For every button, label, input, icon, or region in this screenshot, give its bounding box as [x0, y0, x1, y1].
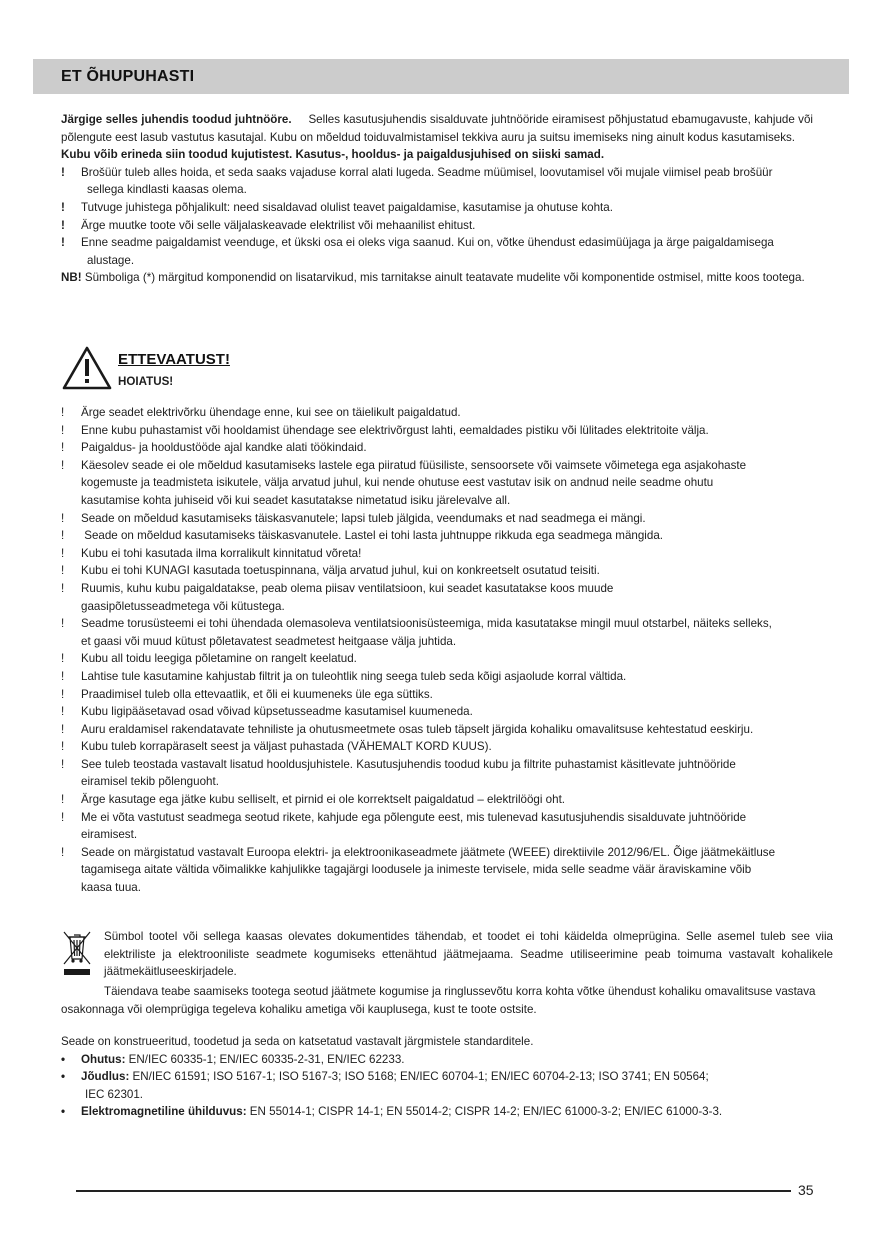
warning-marker: !: [61, 529, 65, 543]
warning-marker: !: [61, 810, 65, 824]
standards-text: EN/IEC 60335-1; EN/IEC 60335-2-31, EN/IEC 62233.: [128, 1052, 405, 1066]
intro-paragraph: [61, 111, 813, 146]
warning-marker: !: [61, 458, 65, 472]
warning-item-line: kogemuste ja teadmisteta isikutele, välja arvatud juhul, kui nende ohutuse eest vastutav isik on andnud neile seadme ohutu: [81, 476, 714, 490]
bullet-marker: •: [61, 1105, 66, 1119]
warning-item: [61, 738, 823, 756]
warning-subtitle: HOIATUS!: [118, 375, 174, 388]
warning-marker: !: [61, 740, 65, 754]
standards-item: [61, 1068, 831, 1103]
intro-item: [61, 164, 813, 199]
weee-text: Sümbol tootel või sellega kaasas olevates dokumentides tähendab, et toodet ei tohi käidelda olmeprügina. Selle asemel tuleb see viia elektriliste ja elektrooniliste seadmete kogumiseks ettenähtud jäätmejaama. Seadme utiliseerimine peab toimuma vastavalt kohalikele jäätmekäitluseeskirjadele.: [104, 930, 833, 979]
warning-item-line: Paigaldus- ja hooldustööde ajal kandke alati töökindaid.: [81, 441, 367, 455]
warning-item-line: kaasa tuua.: [81, 881, 141, 895]
page-number: 35: [798, 1182, 814, 1198]
intro-item-line: Enne seadme paigaldamist veenduge, et ükski osa ei oleks viga saanud. Kui on, võtke ühendust edasimüüjaga ja ärge paigaldamisega: [81, 236, 774, 250]
standards-section: [61, 1033, 831, 1121]
warning-item: [61, 439, 823, 457]
warning-item: [61, 721, 823, 739]
intro-section: [61, 111, 813, 287]
nb-text: Sümboliga (*) märgitud komponendid on lisatarvikud, mis tarnitakse ainult teatavate mudelite või komponentide ostmisel, mitte koos tootega.: [84, 271, 805, 285]
warning-item-line: Ärge seadet elektrivõrku ühendage enne, kui see on täielikult paigaldatud.: [81, 406, 461, 419]
warning-item: [61, 809, 823, 844]
warning-marker: !: [61, 423, 65, 437]
intro-item-line: Brošüür tuleb alles hoida, et seda saaks vajaduse korral alati lugeda. Seadme müümisel, loovutamisel või mujale viimisel peab brošüür: [81, 165, 773, 179]
warning-marker: !: [61, 845, 65, 859]
warning-item-line: kasutamise kohta juhiseid või kui seadet kasutatakse nimetatud isiku järelevalve all.: [81, 493, 511, 507]
weee-text-additional: Täiendava teabe saamiseks tootega seotud jäätmete kogumise ja ringlussevõtu korra kohta võtke ühendust kohaliku omavalitsuse vastava osakonnaga või olemprügiga tegeleva kohaliku ametiga või kauplusega, kust te toote ostsite.: [61, 985, 816, 1016]
standards-label: Jõudlus:: [81, 1070, 130, 1084]
warning-item-line: Lahtise tule kasutamine kahjustab filtrit ja on tuleohtlik ning seega tuleb seda kõigi asjaolude korral vältida.: [81, 669, 627, 683]
warning-item-line: See tuleb teostada vastavalt lisatud hooldusjuhistele. Kasutusjuhendis toodud kubu ja filtrite puhastamist käsitlevate juhtnööride: [81, 757, 736, 771]
warning-item-line: eiramisest.: [81, 828, 138, 842]
intro-item-line: sellega kindlasti kaasas olema.: [87, 183, 247, 197]
warning-item-line: Seade on mõeldud kasutamiseks täiskasvanutele; lapsi tuleb jälgida, veendumaks et nad seadmega ei mängi.: [81, 511, 646, 525]
warning-item-line: Praadimisel tuleb olla ettevaatlik, et õli ei kuumeneks üle ega süttiks.: [81, 687, 433, 701]
weee-crossed-bin-icon: [62, 929, 92, 977]
intro-lead: Järgige selles juhendis toodud juhtnööre.: [61, 113, 292, 126]
warning-item: [61, 668, 823, 686]
warning-list: [61, 404, 823, 897]
warning-marker: !: [61, 441, 65, 455]
nb-note: [61, 269, 813, 287]
warning-marker: !: [61, 581, 65, 595]
warning-item-line: Enne kubu puhastamist või hooldamist ühendage see elektrivõrgust lahti, eemaldades pistiku või lülitades elektritoite välja.: [81, 423, 709, 437]
warning-item-line: Kubu all toidu leegiga põletamine on rangelt keelatud.: [81, 652, 357, 666]
warning-item-line: Seadme torusüsteemi ei tohi ühendada olemasoleva ventilatsioonisüsteemiga, mida kasutatakse mingil muul otstarbel, näiteks selleks,: [81, 617, 772, 631]
warning-marker: !: [61, 546, 65, 560]
warning-item-line: Käesolev seade ei ole mõeldud kasutamiseks lastele ega piiratud füüsiliste, sensoorsete või vaimsete võimetega ega asjakohaste: [81, 458, 747, 472]
warning-item: [61, 844, 823, 897]
warning-item: [61, 686, 823, 704]
warning-header: [61, 345, 821, 395]
standards-text: EN 55014-1; CISPR 14-1; EN 55014-2; CISPR 14-2; EN/IEC 61000-3-2; EN/IEC 61000-3-3.: [249, 1105, 723, 1119]
warning-item-line: Auru eraldamisel rakendatavate tehniliste ja ohutusmeetmete osas tuleb täpselt järgida kohaliku omavalitsuse kehtestatud eeskirju.: [81, 722, 754, 736]
warning-item-line: Seade on märgistatud vastavalt Euroopa elektri- ja elektroonikaseadmete jäätmete (WEEE) direktiivile 2012/96/EL. Õige jäätmekäitluse: [81, 845, 776, 859]
intro-bold-line: [61, 146, 813, 164]
intro-item: [61, 217, 813, 235]
standards-item: [61, 1103, 831, 1121]
warning-item: [61, 404, 823, 422]
warning-item: [61, 457, 823, 510]
warning-item: [61, 422, 823, 440]
bullet-marker: •: [61, 1052, 66, 1066]
warning-marker: !: [61, 406, 65, 419]
warning-item: [61, 562, 823, 580]
intro-item-line: Tutvuge juhistega põhjalikult: need sisaldavad olulist teavet paigaldamise, kasutamise ja ohutuse kohta.: [81, 200, 613, 214]
warning-item-line: gaasipõletusseadmetega või kütustega.: [81, 599, 285, 613]
footer-rule: [76, 1190, 791, 1192]
warning-item: [61, 791, 823, 809]
warning-item-line: Kubu ei tohi kasutada ilma korralikult kinnitatud võreta!: [81, 546, 362, 560]
nb-label: NB!: [61, 271, 82, 285]
warning-item: [61, 527, 823, 545]
warning-marker: !: [61, 669, 65, 683]
warning-triangle-icon: [61, 345, 113, 391]
intro-item-line: Ärge muutke toote või selle väljalaskeavade elektrilist või mehaanilist ehitust.: [81, 218, 476, 232]
warning-item-line: eiramisel tekib põlenguoht.: [81, 775, 219, 789]
standards-text-cont: IEC 62301.: [85, 1087, 144, 1101]
standards-item: [61, 1051, 831, 1069]
intro-item-line: alustage.: [87, 253, 135, 267]
warning-item: [61, 580, 823, 615]
warning-item-line: et gaasi või muud kütust põletavatest seadmetest heitgaase välja juhtida.: [81, 634, 457, 648]
intro-bold-text: Kubu võib erineda siin toodud kujutistest. Kasutus-, hooldus- ja paigaldusjuhised on siiski samad.: [61, 148, 605, 162]
warning-item: [61, 615, 823, 650]
warning-marker: !: [61, 564, 65, 578]
warning-marker: !: [61, 722, 65, 736]
warning-marker: !: [61, 652, 65, 666]
section-title: ET ÕHUPUHASTI: [61, 68, 195, 85]
warning-item-line: tagamisega aitate vältida võimalikke kahjulikke tagajärgi loodusele ja inimeste tervisele, mida selle seadme väär äraviskamine võib: [81, 863, 752, 877]
warning-item-line: Kubu ligipääsetavad osad võivad küpsetusseadme kasutamisel kuumeneda.: [81, 705, 473, 719]
warning-item-line: Kubu tuleb korrapäraselt seest ja väljast puhastada (VÄHEMALT KORD KUUS).: [81, 740, 492, 754]
intro-text: Selles kasutusjuhendis sisalduvate juhtnööride eiramisest põhjustatud ebamugavuste, kahjude või põlengute eest lasub vastutus kasutajal. Kubu on mõeldud toiduvalmistamisel tekkiva auru ja suitsu imemiseks ning ainult kodus kasutamiseks.: [61, 113, 813, 144]
warning-item: [61, 650, 823, 668]
warning-marker: !: [61, 236, 65, 250]
bullet-marker: •: [61, 1070, 66, 1084]
warning-item: [61, 756, 823, 791]
warning-item: [61, 510, 823, 528]
warning-title: ETTEVAATUST!: [118, 351, 230, 368]
intro-item: [61, 199, 813, 217]
standards-label: Elektromagnetiline ühilduvus:: [81, 1105, 247, 1119]
warning-item-line: Ärge kasutage ega jätke kubu selliselt, et pirnid ei ole korrektselt paigaldatud – elektrilöögi oht.: [81, 793, 566, 807]
warning-marker: !: [61, 200, 65, 214]
warning-item: [61, 703, 823, 721]
warning-marker: !: [61, 218, 65, 232]
section-header-bar: [33, 59, 849, 94]
standards-label: Ohutus:: [81, 1052, 126, 1066]
warning-marker: !: [61, 511, 65, 525]
warning-marker: !: [61, 793, 65, 807]
warning-marker: !: [61, 687, 65, 701]
warning-item-line: Me ei võta vastutust seadmega seotud rikete, kahjude ega põlengute eest, mis tulenevad kasutusjuhendis sisalduvate juhtnööride: [81, 810, 747, 824]
standards-text: EN/IEC 61591; ISO 5167-1; ISO 5167-3; ISO 5168; EN/IEC 60704-1; EN/IEC 60704-2-13; ISO 3741; EN 50564;: [132, 1070, 709, 1084]
warning-marker: !: [61, 617, 65, 631]
warning-item: [61, 545, 823, 563]
standards-intro: Seade on konstrueeritud, toodetud ja seda on katsetatud vastavalt järgmistele standarditele.: [61, 1035, 534, 1048]
warning-marker: !: [61, 705, 65, 719]
warning-item-line: Ruumis, kuhu kubu paigaldatakse, peab olema piisav ventilatsioon, kui seadet kasutatakse koos muude: [81, 581, 614, 595]
warning-item-line: Kubu ei tohi KUNAGI kasutada toetuspinnana, välja arvatud juhul, kui on konkreetselt osutatud teisiti.: [81, 564, 600, 578]
intro-item: [61, 234, 813, 269]
warning-marker: !: [61, 165, 65, 179]
warning-marker: !: [61, 757, 65, 771]
warning-item-line: Seade on mõeldud kasutamiseks täiskasvanutele. Lastel ei tohi lasta juhtnuppe rikkuda ega seadmega mängida.: [81, 529, 663, 543]
